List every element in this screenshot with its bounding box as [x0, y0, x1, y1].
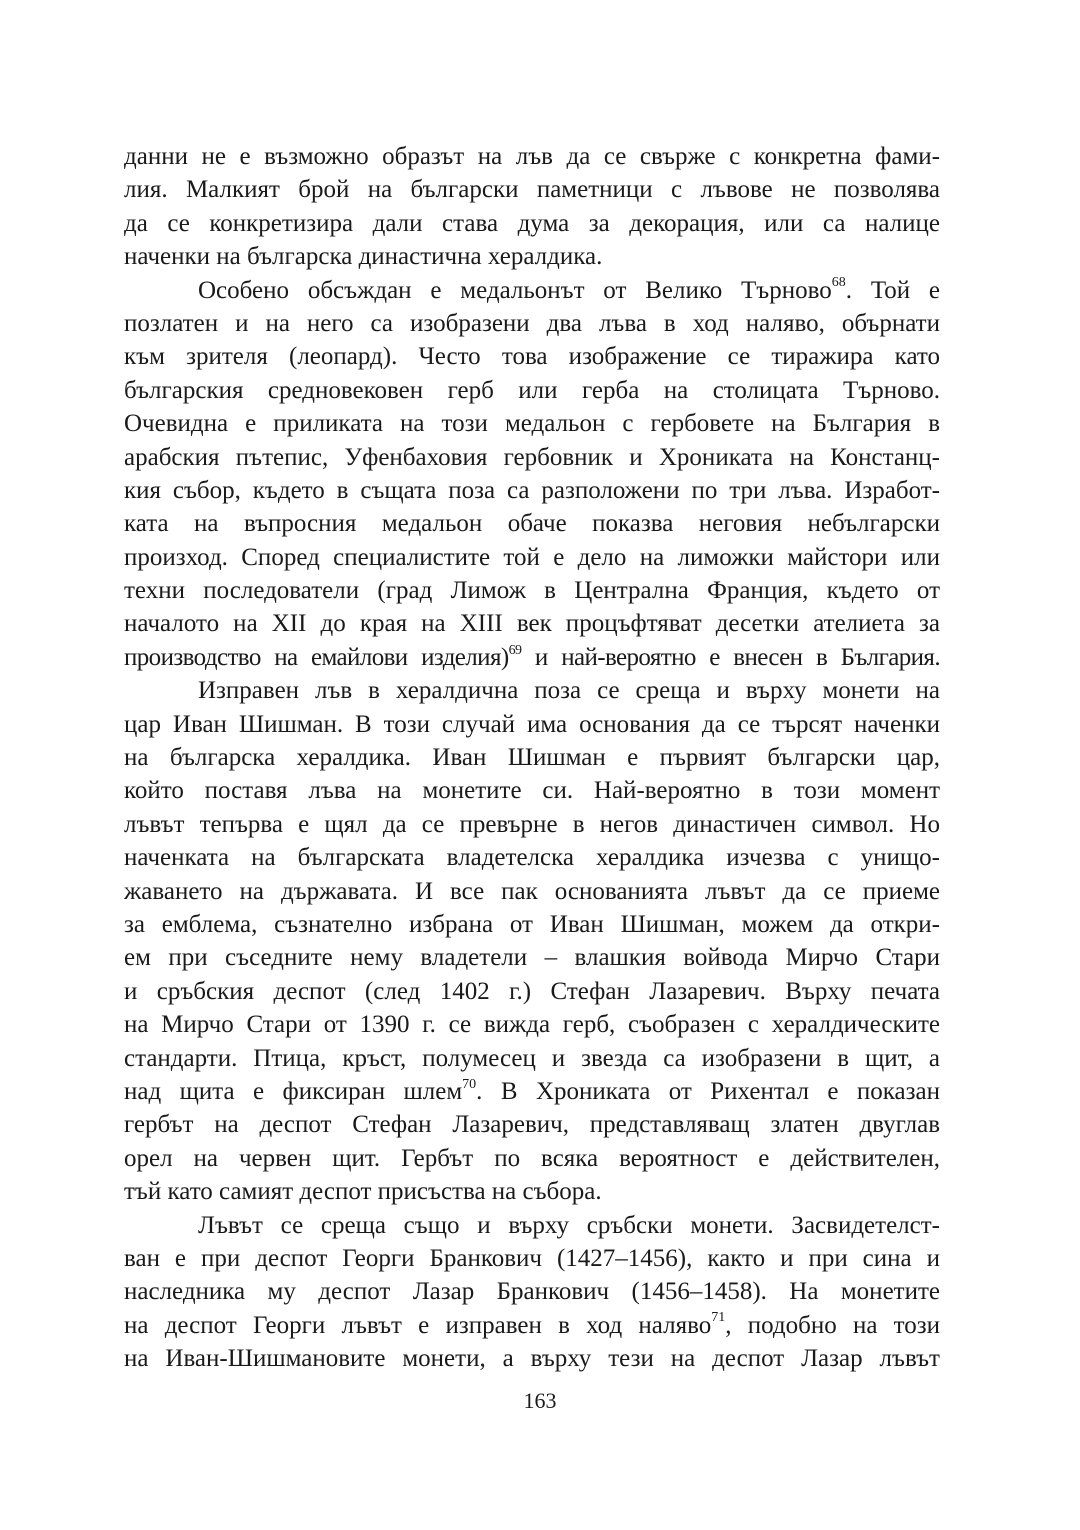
body-text — [124, 140, 940, 1375]
footnote-ref-71: 71 — [711, 1310, 726, 1326]
footnote-ref-69: 69 — [508, 642, 522, 658]
text-line: за емблема, съзнателно избрана от Иван Шишман, можем да откри- — [124, 910, 940, 938]
line-tail: . В Хрониката от Рихентал е показан — [476, 1077, 940, 1105]
line-text: над щита е фиксиран шлем — [124, 1077, 463, 1105]
text-line — [124, 1075, 940, 1108]
text-line: на Мирчо Стари от 1390 г. се вижда герб, съобразен с хералдическите — [124, 1011, 940, 1039]
text-line — [124, 641, 940, 674]
text-line: лъвът тепърва е щял да се превърне в негов династичен символ. Но — [124, 810, 940, 838]
line-tail: и най-вероятно е внесен в България. — [521, 643, 940, 671]
text-line: българския средновековен герб или герба на столицата Търново. — [124, 376, 940, 404]
text-line: жаването на държавата. И все пак основанията лъвът да се приеме — [124, 877, 940, 905]
text-line: ем при съседните нему владетели – влашкия войвода Мирчо Стари — [124, 944, 940, 972]
text-line: наченки на българска династична хералдика. — [124, 243, 603, 271]
text-line: наченката на българската владетелска хералдика изчезва с унищо- — [124, 844, 940, 872]
page-number: 163 — [523, 1388, 557, 1413]
text-line: данни не е възможно образът на лъв да се свърже с конкретна фами- — [124, 143, 940, 170]
text-line: гербът на деспот Стефан Лазаревич, представляващ златен двуглав — [124, 1111, 940, 1139]
text-line: ката на въпросния медальон обаче показва неговия небългарски — [124, 510, 940, 538]
text-line: произход. Според специалистите той е дело на лиможки майстори или — [124, 543, 940, 571]
text-line: на Иван-Шишмановите монети, а върху тези на деспот Лазар лъвът — [124, 1345, 940, 1373]
text-line: стандарти. Птица, кръст, полумесец и звезда са изобразени в щит, а — [124, 1044, 940, 1072]
footnote-ref-68: 68 — [831, 275, 846, 291]
text-line: арабския пътепис, Уфенбаховия гербовник и Хрониката на Констанц- — [124, 443, 940, 471]
text-line: който поставя лъва на монетите си. Най-вероятно в този момент — [124, 777, 940, 805]
text-line — [124, 274, 940, 307]
line-text: Особено обсъждан е медальонът от Велико Търново — [198, 276, 832, 304]
line-tail: , подобно на този — [725, 1311, 941, 1339]
text-line: на българска хералдика. Иван Шишман е първият български цар, — [124, 744, 940, 772]
text-line: тъй като самият деспот присъства на събора. — [124, 1178, 602, 1206]
text-line: началото на XII до края на XIII век процъфтяват десетки ателиета за — [124, 610, 940, 638]
text-line: към зрителя (леопард). Често това изображение се тиражира като — [124, 343, 940, 371]
text-line: кия събор, където в същата поза са разположени по три лъва. Изработ- — [124, 476, 940, 504]
text-line: и сръбския деспот (след 1402 г.) Стефан Лазаревич. Върху печата — [124, 977, 940, 1005]
text-line: да се конкретизира дали става дума за декорация, или са налице — [124, 209, 940, 237]
line-text: производство на емайлови изделия) — [124, 643, 509, 671]
text-line: техни последователи (град Лимож в Централна Франция, където от — [124, 577, 940, 605]
text-line: ван е при деспот Георги Бранкович (1427–1456), както и при сина и — [124, 1244, 940, 1272]
text-line: позлатен и на него са изобразени два лъва в ход наляво, обърнати — [124, 309, 940, 337]
text-line: лия. Малкият брой на български паметници с лъвове не позволява — [124, 176, 940, 204]
line-text: на деспот Георги лъвът е изправен в ход наляво — [124, 1311, 712, 1339]
footnote-ref-70: 70 — [462, 1076, 477, 1092]
text-line: наследника му деспот Лазар Бранкович (1456–1458). На монетите — [124, 1278, 940, 1306]
text-line: орел на червен щит. Гербът по всяка вероятност е действителен, — [124, 1144, 940, 1172]
text-line: Лъвът се среща също и върху сръбски монети. Засвидетелст- — [198, 1211, 940, 1239]
text-line: Очевидна е приликата на този медальон с гербовете на България в — [124, 410, 940, 438]
text-line: цар Иван Шишман. В този случай има основания да се търсят наченки — [124, 710, 940, 738]
text-line: Изправен лъв в хералдична поза се среща и върху монети на — [198, 677, 940, 705]
line-tail: . Той е — [845, 276, 940, 304]
text-line — [124, 1309, 940, 1342]
